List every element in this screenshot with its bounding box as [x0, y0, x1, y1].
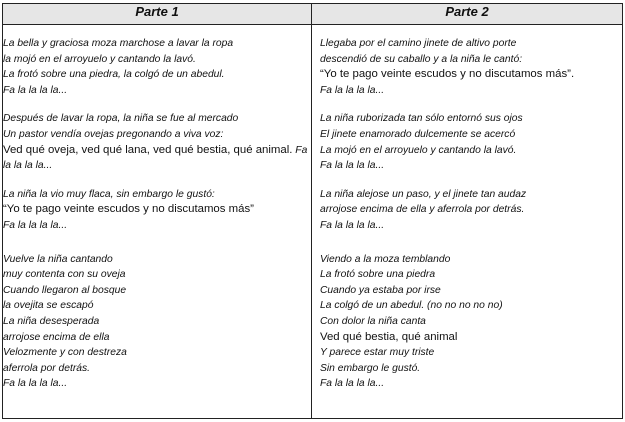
- line: aferrola por detrás.: [3, 362, 90, 374]
- line-quote: “Yo te pago veinte escudos y no discutamos más”: [3, 203, 254, 216]
- refrain: Fa la la la la...: [3, 144, 308, 172]
- line: Un pastor vendía ovejas pregonando a viva voz:: [3, 128, 224, 140]
- stanza-2-2: [320, 111, 622, 173]
- line: Cuando llegaron al bosque: [3, 284, 127, 296]
- lyrics-table: [2, 3, 623, 419]
- stanza-1-3: [3, 187, 311, 234]
- line: Después de lavar la ropa, la niña se fue al mercado: [3, 113, 239, 125]
- stanza-1-1: [3, 36, 311, 98]
- line: Fa la la la la...: [320, 160, 385, 172]
- line: La mojó en el arroyuelo y cantando la lavó.: [320, 144, 517, 156]
- line: Cuando ya estaba por irse: [320, 284, 441, 296]
- line: la mojó en el arroyuelo y cantando la lavó.: [3, 53, 196, 65]
- line: La niña ruborizada tan sólo entornó sus ojos: [320, 113, 523, 125]
- line: Velozmente y con destreza: [3, 347, 127, 359]
- line: Fa la la la la...: [3, 378, 68, 390]
- line: Fa la la la la...: [320, 219, 385, 231]
- line: La niña la vio muy flaca, sin embargo le gustó:: [3, 188, 215, 200]
- line-spoken: Ved qué bestia, qué animal: [320, 330, 458, 343]
- line: La niña alejose un paso, y el jinete tan audaz: [320, 188, 527, 200]
- stanza-2-1: [320, 36, 622, 98]
- refrain: Fa la la la la...: [3, 219, 68, 231]
- line: La bella y graciosa moza marchose a lavar la ropa: [3, 38, 234, 49]
- line: Sin embargo le gustó.: [320, 362, 421, 374]
- spoken-text: Ved qué oveja, ved qué lana, ved qué bestia, qué animal.: [3, 143, 293, 156]
- line: Y parece estar muy triste: [320, 347, 435, 359]
- line: Vuelve la niña cantando: [3, 253, 113, 265]
- line: La niña desesperada: [3, 315, 100, 327]
- line: La frotó sobre una piedra, la colgó de un abedul.: [3, 69, 225, 81]
- line: la ovejita se escapó: [3, 300, 94, 312]
- line-quote: “Yo te pago veinte escudos y no discutamos más”.: [320, 68, 575, 81]
- line: descendió de su caballo y a la niña le cantó:: [320, 53, 523, 65]
- header-row: [3, 4, 623, 25]
- header-parte-2: Parte 2: [312, 4, 623, 25]
- refrain: Fa la la la la...: [320, 378, 385, 390]
- line: Viendo a la moza temblando: [320, 253, 451, 265]
- stanza-2-3: [320, 187, 622, 234]
- line: Con dolor la niña canta: [320, 315, 426, 327]
- column-parte-2: [312, 25, 623, 419]
- line: arrojose encima de ella: [3, 331, 110, 343]
- line-spoken: [3, 143, 311, 174]
- line: Llegaba por el camino jinete de altivo porte: [320, 38, 517, 49]
- body-row: [3, 25, 623, 419]
- line: arrojose encima de ella y aferrola por detrás.: [320, 204, 525, 216]
- header-parte-1: Parte 1: [3, 4, 312, 25]
- line: El jinete enamorado dulcemente se acercó: [320, 128, 516, 140]
- line: Fa la la la la...: [3, 84, 68, 96]
- stanza-1-2: [3, 111, 311, 173]
- stanza-2-4: [320, 252, 622, 392]
- line: La colgó de un abedul. (no no no no no): [320, 300, 503, 312]
- refrain: Fa la la la la...: [320, 84, 385, 96]
- line: La frotó sobre una piedra: [320, 269, 436, 281]
- line: muy contenta con su oveja: [3, 269, 126, 281]
- stanza-1-4: [3, 252, 311, 392]
- column-parte-1: [3, 25, 312, 419]
